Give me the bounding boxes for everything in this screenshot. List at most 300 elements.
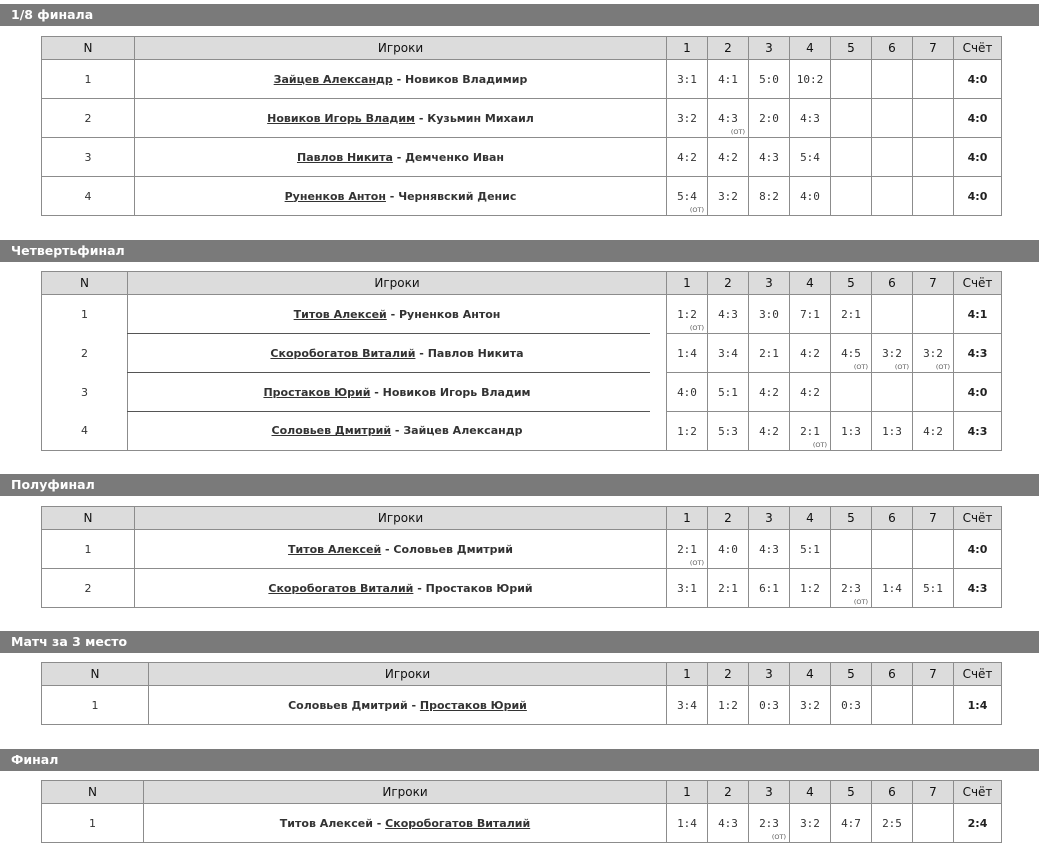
players-separator: - [415, 346, 428, 360]
header-game-6: 6 [872, 37, 913, 60]
match-players [135, 530, 667, 569]
players-separator: - [391, 424, 404, 438]
players-separator: - [413, 581, 426, 595]
results-table [41, 662, 1002, 725]
player-2: Соловьев Дмитрий [393, 542, 513, 556]
player-2: Чернявский Денис [398, 189, 517, 203]
game-score-value: 5:1 [718, 385, 738, 399]
player-2: Новиков Владимир [405, 72, 528, 86]
section-title: Матч за 3 место [0, 631, 1039, 653]
game-score [667, 99, 708, 138]
players-separator: - [392, 72, 406, 86]
game-score [790, 295, 831, 334]
header-n: N [42, 272, 128, 295]
game-score-value: 4:0 [800, 189, 820, 203]
match-total-score: 4:1 [954, 295, 1002, 334]
table-row [42, 412, 1002, 451]
player-1[interactable]: Соловьев Дмитрий [271, 424, 392, 438]
match-players [135, 177, 667, 216]
game-score [790, 99, 831, 138]
game-score [708, 569, 749, 608]
header-score: Счёт [954, 781, 1002, 804]
game-score-value: 1:3 [841, 424, 861, 438]
game-score [667, 60, 708, 99]
game-score [790, 60, 831, 99]
header-game-7: 7 [913, 781, 954, 804]
header-game-5: 5 [831, 272, 872, 295]
game-score-value: 4:5 [841, 346, 861, 360]
header-players: Игроки [135, 37, 667, 60]
player-1: Соловьев Дмитрий [288, 698, 408, 712]
game-score-value: 1:4 [882, 581, 902, 595]
player-2: Павлов Никита [427, 346, 524, 360]
game-score-value: 3:2 [677, 111, 697, 125]
game-score [708, 412, 749, 451]
row-number: 4 [42, 412, 128, 451]
row-divider [127, 372, 650, 373]
game-score-value: 4:2 [759, 424, 779, 438]
player-2: Кузьмин Михаил [427, 111, 534, 125]
game-score [872, 99, 913, 138]
game-score-value: 2:1 [718, 581, 738, 595]
game-score [667, 530, 708, 569]
game-score [667, 804, 708, 843]
game-score-value: 3:2 [800, 816, 820, 830]
table-row [42, 804, 1002, 843]
game-score [872, 177, 913, 216]
results-table [41, 36, 1002, 216]
header-game-4: 4 [790, 781, 831, 804]
header-game-5: 5 [831, 507, 872, 530]
overtime-mark: (ОТ) [812, 441, 827, 449]
header-game-4: 4 [790, 663, 831, 686]
header-game-2: 2 [708, 781, 749, 804]
game-score [913, 334, 954, 373]
game-score [872, 295, 913, 334]
player-2[interactable]: Простаков Юрий [419, 698, 527, 712]
match-players [144, 804, 667, 843]
game-score [831, 530, 872, 569]
game-score [708, 334, 749, 373]
header-game-2: 2 [708, 507, 749, 530]
row-divider [127, 333, 650, 334]
player-2: Новиков Игорь Владим [382, 385, 531, 399]
player-2: Руненков Антон [399, 307, 501, 321]
game-score [749, 99, 790, 138]
header-n: N [42, 37, 135, 60]
header-game-3: 3 [749, 781, 790, 804]
section-title: Четвертьфинал [0, 240, 1039, 262]
header-score: Счёт [954, 37, 1002, 60]
game-score [872, 686, 913, 725]
overtime-mark: (ОТ) [935, 363, 950, 371]
game-score [831, 569, 872, 608]
game-score [831, 138, 872, 177]
game-score [913, 686, 954, 725]
overtime-mark: (ОТ) [894, 363, 909, 371]
section-title: Полуфинал [0, 474, 1039, 496]
player-2[interactable]: Скоробогатов Виталий [385, 816, 531, 830]
players-separator: - [407, 698, 420, 712]
header-game-5: 5 [831, 37, 872, 60]
game-score [708, 804, 749, 843]
header-players: Игроки [128, 272, 667, 295]
results-table [41, 780, 1002, 843]
game-score [913, 177, 954, 216]
game-score [831, 412, 872, 451]
game-score [749, 373, 790, 412]
player-1: Титов Алексей [279, 816, 373, 830]
game-score-value: 10:2 [796, 72, 824, 86]
header-players: Игроки [144, 781, 667, 804]
header-game-4: 4 [790, 272, 831, 295]
match-players [128, 295, 667, 334]
header-game-7: 7 [913, 272, 954, 295]
match-players [128, 412, 667, 451]
game-score [790, 569, 831, 608]
row-number: 4 [42, 177, 135, 216]
table-row [42, 569, 1002, 608]
game-score [790, 530, 831, 569]
game-score [708, 530, 749, 569]
row-number: 1 [42, 804, 144, 843]
header-game-6: 6 [872, 781, 913, 804]
table-row [42, 373, 1002, 412]
match-players [128, 373, 667, 412]
game-score-value: 2:1 [841, 307, 861, 321]
player-1[interactable]: Скоробогатов Виталий [268, 581, 414, 595]
match-total-score: 4:3 [954, 569, 1002, 608]
game-score [749, 804, 790, 843]
players-separator: - [381, 542, 394, 556]
game-score [749, 530, 790, 569]
game-score [790, 412, 831, 451]
game-score [831, 804, 872, 843]
game-score [749, 334, 790, 373]
game-score [872, 530, 913, 569]
game-score [708, 373, 749, 412]
header-players: Игроки [135, 507, 667, 530]
game-score-value: 4:3 [718, 816, 738, 830]
table-header [42, 663, 1002, 686]
game-score-value: 4:1 [718, 72, 738, 86]
header-score: Счёт [954, 663, 1002, 686]
player-1[interactable]: Руненков Антон [284, 189, 386, 203]
game-score [667, 177, 708, 216]
game-score-value: 3:2 [923, 346, 943, 360]
game-score [831, 60, 872, 99]
game-score-value: 4:2 [800, 346, 820, 360]
table-header [42, 272, 1002, 295]
players-separator: - [385, 189, 399, 203]
game-score [831, 373, 872, 412]
match-total-score: 4:3 [954, 334, 1002, 373]
match-total-score: 4:0 [954, 99, 1002, 138]
section-title: Финал [0, 749, 1039, 771]
row-number: 2 [42, 334, 128, 373]
player-1[interactable]: Зайцев Александр [273, 72, 393, 86]
game-score [667, 412, 708, 451]
game-score [872, 334, 913, 373]
player-1[interactable]: Новиков Игорь Владим [267, 111, 416, 125]
game-score [831, 295, 872, 334]
match-total-score: 4:0 [954, 138, 1002, 177]
game-score-value: 5:0 [759, 72, 779, 86]
game-score [790, 177, 831, 216]
game-score-value: 1:4 [677, 816, 697, 830]
game-score [749, 686, 790, 725]
game-score [667, 334, 708, 373]
game-score-value: 3:4 [677, 698, 697, 712]
game-score-value: 4:2 [759, 385, 779, 399]
players-separator: - [415, 111, 428, 125]
header-game-6: 6 [872, 507, 913, 530]
player-1[interactable]: Титов Алексей [288, 542, 382, 556]
game-score [790, 804, 831, 843]
table-header [42, 781, 1002, 804]
match-players [135, 60, 667, 99]
game-score [749, 177, 790, 216]
table-header [42, 37, 1002, 60]
table-row [42, 295, 1002, 334]
game-score-value: 2:3 [759, 816, 779, 830]
game-score [913, 373, 954, 412]
game-score [708, 138, 749, 177]
header-n: N [42, 507, 135, 530]
game-score [790, 138, 831, 177]
game-score-value: 1:3 [882, 424, 902, 438]
game-score-value: 4:3 [759, 542, 779, 556]
header-game-1: 1 [667, 781, 708, 804]
game-score-value: 5:3 [718, 424, 738, 438]
players-separator: - [386, 307, 399, 321]
game-score-value: 4:3 [759, 150, 779, 164]
header-game-7: 7 [913, 663, 954, 686]
game-score-value: 4:2 [718, 150, 738, 164]
overtime-mark: (ОТ) [771, 833, 786, 841]
game-score [831, 99, 872, 138]
game-score-value: 1:2 [800, 581, 820, 595]
overtime-mark: (ОТ) [689, 324, 704, 332]
game-score-value: 1:2 [718, 698, 738, 712]
game-score [667, 138, 708, 177]
game-score [708, 99, 749, 138]
match-total-score: 1:4 [954, 686, 1002, 725]
player-2: Простаков Юрий [425, 581, 533, 595]
game-score [749, 412, 790, 451]
match-players [135, 138, 667, 177]
game-score [831, 177, 872, 216]
header-game-1: 1 [667, 507, 708, 530]
players-separator: - [370, 385, 383, 399]
player-1[interactable]: Простаков Юрий [263, 385, 371, 399]
match-total-score: 2:4 [954, 804, 1002, 843]
game-score [667, 686, 708, 725]
game-score [872, 804, 913, 843]
table-header [42, 507, 1002, 530]
game-score [708, 295, 749, 334]
game-score [667, 295, 708, 334]
game-score-value: 0:3 [841, 698, 861, 712]
header-game-1: 1 [667, 272, 708, 295]
game-score [667, 569, 708, 608]
overtime-mark: (ОТ) [853, 598, 868, 606]
header-game-2: 2 [708, 37, 749, 60]
row-number: 3 [42, 373, 128, 412]
game-score-value: 2:3 [841, 581, 861, 595]
table-row [42, 530, 1002, 569]
game-score [790, 373, 831, 412]
overtime-mark: (ОТ) [689, 206, 704, 214]
header-score: Счёт [954, 507, 1002, 530]
header-game-4: 4 [790, 37, 831, 60]
table-row [42, 138, 1002, 177]
header-game-3: 3 [749, 663, 790, 686]
game-score-value: 5:1 [923, 581, 943, 595]
match-total-score: 4:0 [954, 530, 1002, 569]
row-number: 1 [42, 60, 135, 99]
game-score-value: 3:2 [882, 346, 902, 360]
row-number: 1 [42, 686, 149, 725]
game-score [749, 569, 790, 608]
header-game-4: 4 [790, 507, 831, 530]
header-game-5: 5 [831, 663, 872, 686]
game-score-value: 5:1 [800, 542, 820, 556]
match-players [128, 334, 667, 373]
game-score [708, 686, 749, 725]
game-score-value: 3:1 [677, 581, 697, 595]
game-score-value: 2:1 [759, 346, 779, 360]
overtime-mark: (ОТ) [853, 363, 868, 371]
game-score-value: 1:2 [677, 424, 697, 438]
game-score [790, 334, 831, 373]
header-game-2: 2 [708, 663, 749, 686]
player-2: Зайцев Александр [403, 424, 523, 438]
match-total-score: 4:0 [954, 60, 1002, 99]
game-score-value: 6:1 [759, 581, 779, 595]
game-score-value: 4:2 [923, 424, 943, 438]
game-score [913, 530, 954, 569]
game-score-value: 3:2 [800, 698, 820, 712]
row-number: 2 [42, 569, 135, 608]
results-table [41, 506, 1002, 608]
game-score [872, 60, 913, 99]
player-1[interactable]: Павлов Никита [296, 150, 393, 164]
row-divider [127, 411, 650, 412]
game-score-value: 7:1 [800, 307, 820, 321]
players-separator: - [372, 816, 386, 830]
game-score [749, 138, 790, 177]
game-score-value: 2:0 [759, 111, 779, 125]
game-score-value: 4:0 [718, 542, 738, 556]
header-score: Счёт [954, 272, 1002, 295]
game-score-value: 4:3 [800, 111, 820, 125]
game-score [749, 60, 790, 99]
match-total-score: 4:3 [954, 412, 1002, 451]
game-score-value: 4:0 [677, 385, 697, 399]
header-game-6: 6 [872, 663, 913, 686]
match-players [135, 569, 667, 608]
game-score [667, 373, 708, 412]
game-score-value: 2:1 [800, 424, 820, 438]
match-players [135, 99, 667, 138]
game-score [913, 295, 954, 334]
game-score-value: 3:4 [718, 346, 738, 360]
game-score-value: 3:0 [759, 307, 779, 321]
game-score-value: 8:2 [759, 189, 779, 203]
game-score-value: 4:2 [677, 150, 697, 164]
header-game-6: 6 [872, 272, 913, 295]
player-1[interactable]: Скоробогатов Виталий [270, 346, 416, 360]
game-score-value: 2:1 [677, 542, 697, 556]
row-number: 1 [42, 295, 128, 334]
game-score [913, 412, 954, 451]
game-score [913, 138, 954, 177]
player-2: Демченко Иван [405, 150, 505, 164]
game-score-value: 1:4 [677, 346, 697, 360]
header-n: N [42, 663, 149, 686]
header-game-3: 3 [749, 37, 790, 60]
header-n: N [42, 781, 144, 804]
row-number: 2 [42, 99, 135, 138]
game-score [913, 99, 954, 138]
game-score-value: 4:3 [718, 111, 738, 125]
row-number: 1 [42, 530, 135, 569]
game-score [872, 569, 913, 608]
game-score [872, 138, 913, 177]
header-game-7: 7 [913, 507, 954, 530]
game-score-value: 3:2 [718, 189, 738, 203]
game-score-value: 1:2 [677, 307, 697, 321]
table-row [42, 686, 1002, 725]
game-score [790, 686, 831, 725]
game-score-value: 5:4 [800, 150, 820, 164]
match-total-score: 4:0 [954, 177, 1002, 216]
game-score [708, 60, 749, 99]
game-score [913, 60, 954, 99]
game-score-value: 5:4 [677, 189, 697, 203]
game-score [913, 804, 954, 843]
game-score [749, 295, 790, 334]
header-game-5: 5 [831, 781, 872, 804]
match-total-score: 4:0 [954, 373, 1002, 412]
game-score [913, 569, 954, 608]
section-title: 1/8 финала [0, 4, 1039, 26]
overtime-mark: (ОТ) [730, 128, 745, 136]
results-table [41, 271, 1002, 451]
header-game-3: 3 [749, 272, 790, 295]
game-score [831, 334, 872, 373]
header-game-3: 3 [749, 507, 790, 530]
header-players: Игроки [149, 663, 667, 686]
match-players [149, 686, 667, 725]
game-score [872, 412, 913, 451]
table-row [42, 60, 1002, 99]
header-game-2: 2 [708, 272, 749, 295]
game-score-value: 0:3 [759, 698, 779, 712]
row-number: 3 [42, 138, 135, 177]
header-game-7: 7 [913, 37, 954, 60]
table-row [42, 99, 1002, 138]
game-score-value: 2:5 [882, 816, 902, 830]
game-score-value: 4:2 [800, 385, 820, 399]
game-score [872, 373, 913, 412]
overtime-mark: (ОТ) [689, 559, 704, 567]
player-1[interactable]: Титов Алексей [293, 307, 387, 321]
table-row [42, 334, 1002, 373]
game-score-value: 4:7 [841, 816, 861, 830]
table-row [42, 177, 1002, 216]
